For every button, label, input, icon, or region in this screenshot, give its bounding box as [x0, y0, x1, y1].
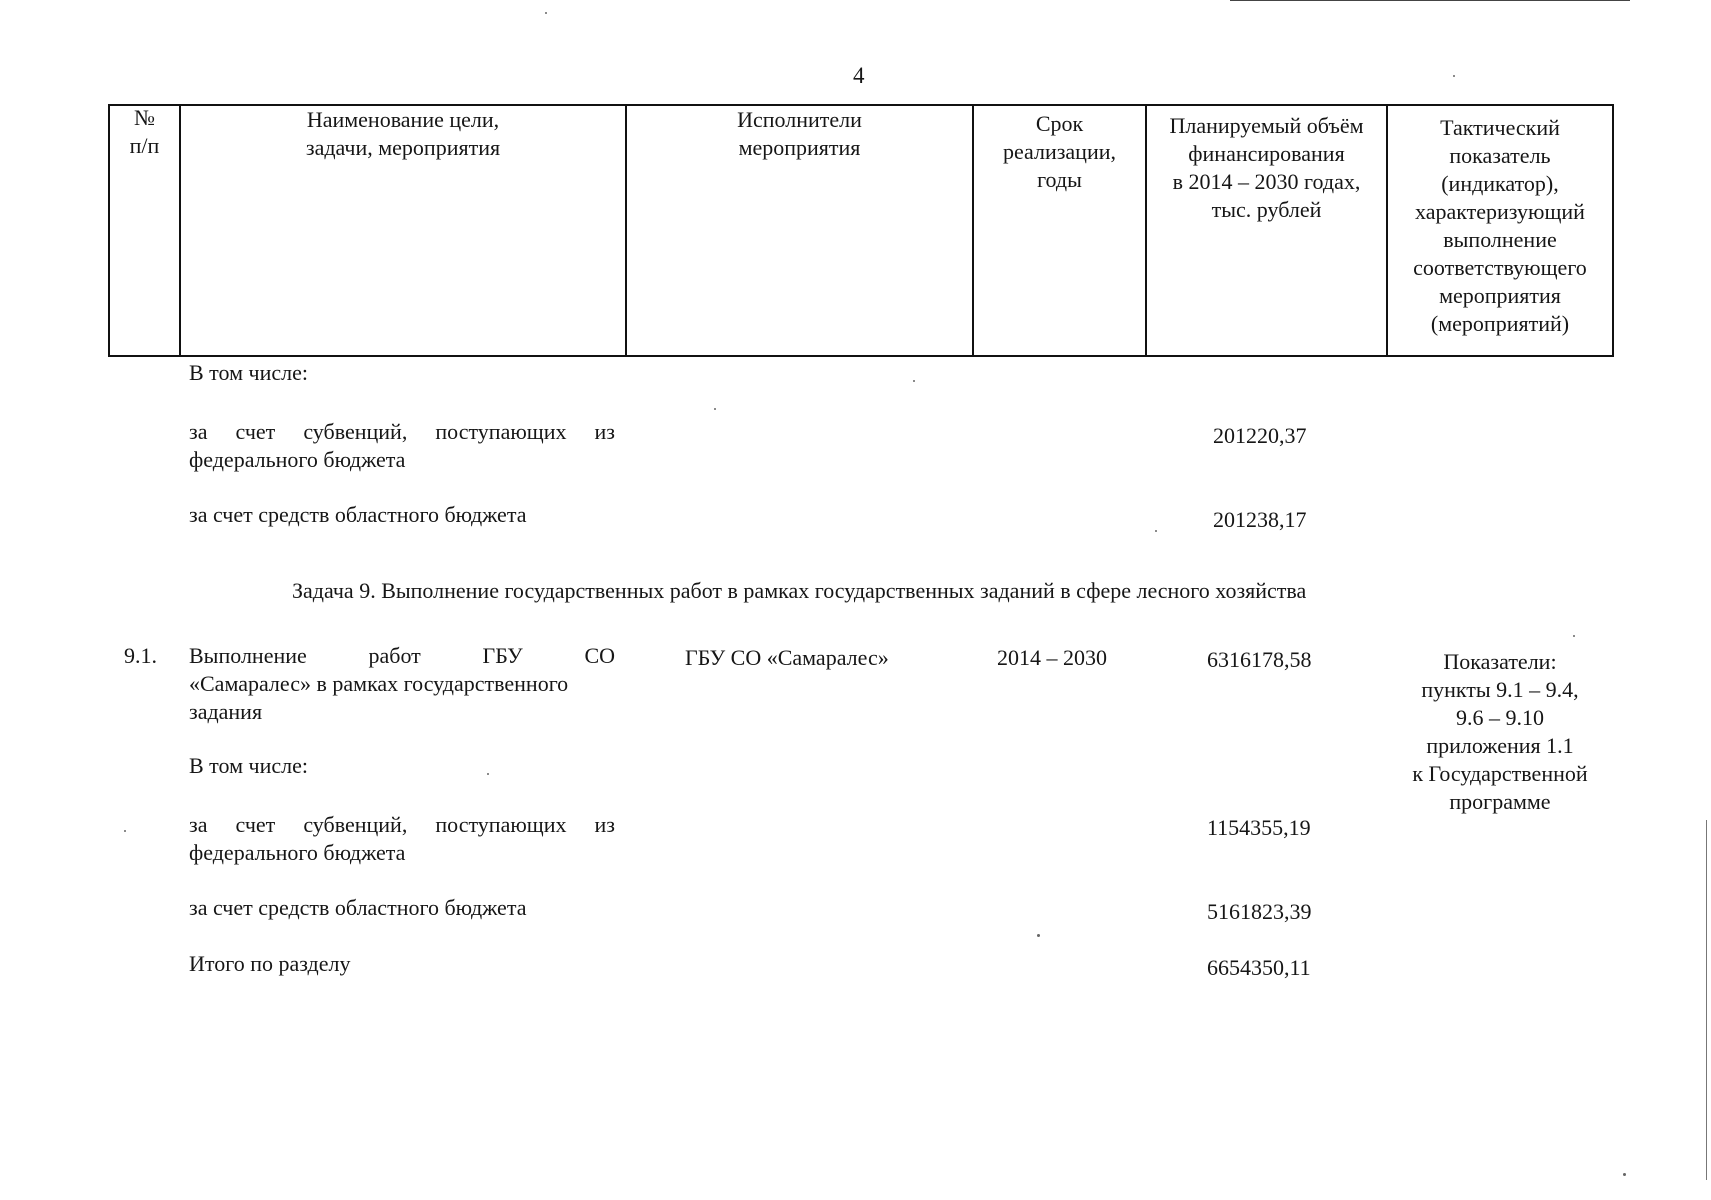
header-cell-number [110, 104, 179, 160]
table-divider [1612, 104, 1614, 357]
header-indicator-line: характеризующий [1415, 199, 1585, 224]
header-indicator-line: выполнение [1443, 227, 1557, 252]
header-funding-line: финансирования [1188, 141, 1345, 166]
header-cell-executors [627, 106, 972, 162]
header-cell-funding [1147, 112, 1386, 224]
scan-speck [124, 830, 126, 832]
row-name [189, 642, 615, 726]
row-indicator-line: программе [1449, 789, 1551, 814]
federal-subvention-value: 201220,37 [1213, 423, 1307, 448]
row-indicator-line: приложения 1.1 [1426, 733, 1574, 758]
header-executors-line: Исполнители [737, 107, 862, 132]
row-name-line: задания [189, 699, 263, 724]
header-number-line: п/п [129, 133, 160, 158]
row-regional-budget-value: 5161823,39 [1207, 899, 1312, 924]
header-indicator-line: мероприятия [1439, 283, 1561, 308]
row-name-line: «Самаралес» в рамках государственного [189, 671, 569, 696]
header-funding-line: тыс. рублей [1211, 197, 1322, 222]
header-funding-line: в 2014 – 2030 годах, [1172, 169, 1361, 194]
header-executors-line: мероприятия [738, 135, 861, 160]
scan-speck [487, 773, 489, 775]
scan-speck [714, 408, 716, 410]
scan-speck [913, 380, 915, 382]
task-9-title: Задача 9. Выполнение государственных работ в рамках государственных заданий в сфере лесного хозяйства [292, 578, 1307, 603]
row-number: 9.1. [124, 643, 157, 668]
regional-budget-label: за счет средств областного бюджета [189, 502, 527, 527]
header-indicator-line: (мероприятий) [1430, 311, 1570, 336]
row-indicator-line: Показатели: [1443, 649, 1557, 674]
header-funding-line: Планируемый объём [1169, 113, 1364, 138]
header-cell-indicator [1388, 114, 1612, 338]
header-indicator-line: соответствующего [1413, 255, 1587, 280]
row-name-line: Выполнение работ ГБУ СО [189, 643, 615, 668]
scan-speck [1623, 1173, 1626, 1176]
including-label: В том числе: [189, 360, 308, 385]
row-funding: 6316178,58 [1207, 647, 1312, 672]
header-cell-term [974, 110, 1145, 194]
header-term-line: Срок [1035, 111, 1084, 136]
header-term-line: реализации, [1002, 139, 1117, 164]
regional-budget-value: 201238,17 [1213, 507, 1307, 532]
row-including-label: В том числе: [189, 753, 308, 778]
total-value: 6654350,11 [1207, 955, 1311, 980]
scan-speck [1155, 530, 1157, 532]
scan-edge-line [1230, 0, 1630, 1]
row-federal-subvention-value: 1154355,19 [1207, 815, 1311, 840]
header-term-line: годы [1037, 167, 1082, 192]
total-label: Итого по разделу [189, 951, 351, 976]
scan-edge-line [1706, 820, 1707, 1180]
federal-subvention-text [189, 418, 615, 474]
row-indicator-line: 9.6 – 9.10 [1456, 705, 1544, 730]
federal-subvention-line: за счет субвенций, поступающих из [189, 419, 615, 444]
header-indicator-line: (индикатор), [1441, 171, 1559, 196]
header-name-line: задачи, мероприятия [305, 135, 501, 160]
row-indicator-line: пункты 9.1 – 9.4, [1421, 677, 1579, 702]
scan-speck [545, 12, 547, 14]
page-number: 4 [853, 63, 865, 88]
row-indicator-line: к Государственной [1412, 761, 1588, 786]
header-indicator-line: показатель [1449, 143, 1551, 168]
header-number-line: № [133, 105, 155, 130]
row-federal-subvention-line: за счет субвенций, поступающих из [189, 812, 615, 837]
header-indicator-line: Тактический [1440, 115, 1560, 140]
row-regional-budget-label: за счет средств областного бюджета [189, 895, 527, 920]
scan-speck [1037, 934, 1040, 937]
header-cell-name [181, 106, 625, 162]
row-indicator [1388, 648, 1612, 816]
table-bottom-border [108, 355, 1614, 357]
row-executor: ГБУ СО «Самаралес» [685, 645, 889, 670]
federal-subvention-line: федерального бюджета [189, 447, 406, 472]
scan-speck [1573, 635, 1575, 637]
scan-speck [1453, 75, 1455, 77]
row-term: 2014 – 2030 [997, 645, 1107, 670]
header-name-line: Наименование цели, [306, 107, 500, 132]
row-federal-subvention-text [189, 811, 615, 867]
row-federal-subvention-line: федерального бюджета [189, 840, 406, 865]
